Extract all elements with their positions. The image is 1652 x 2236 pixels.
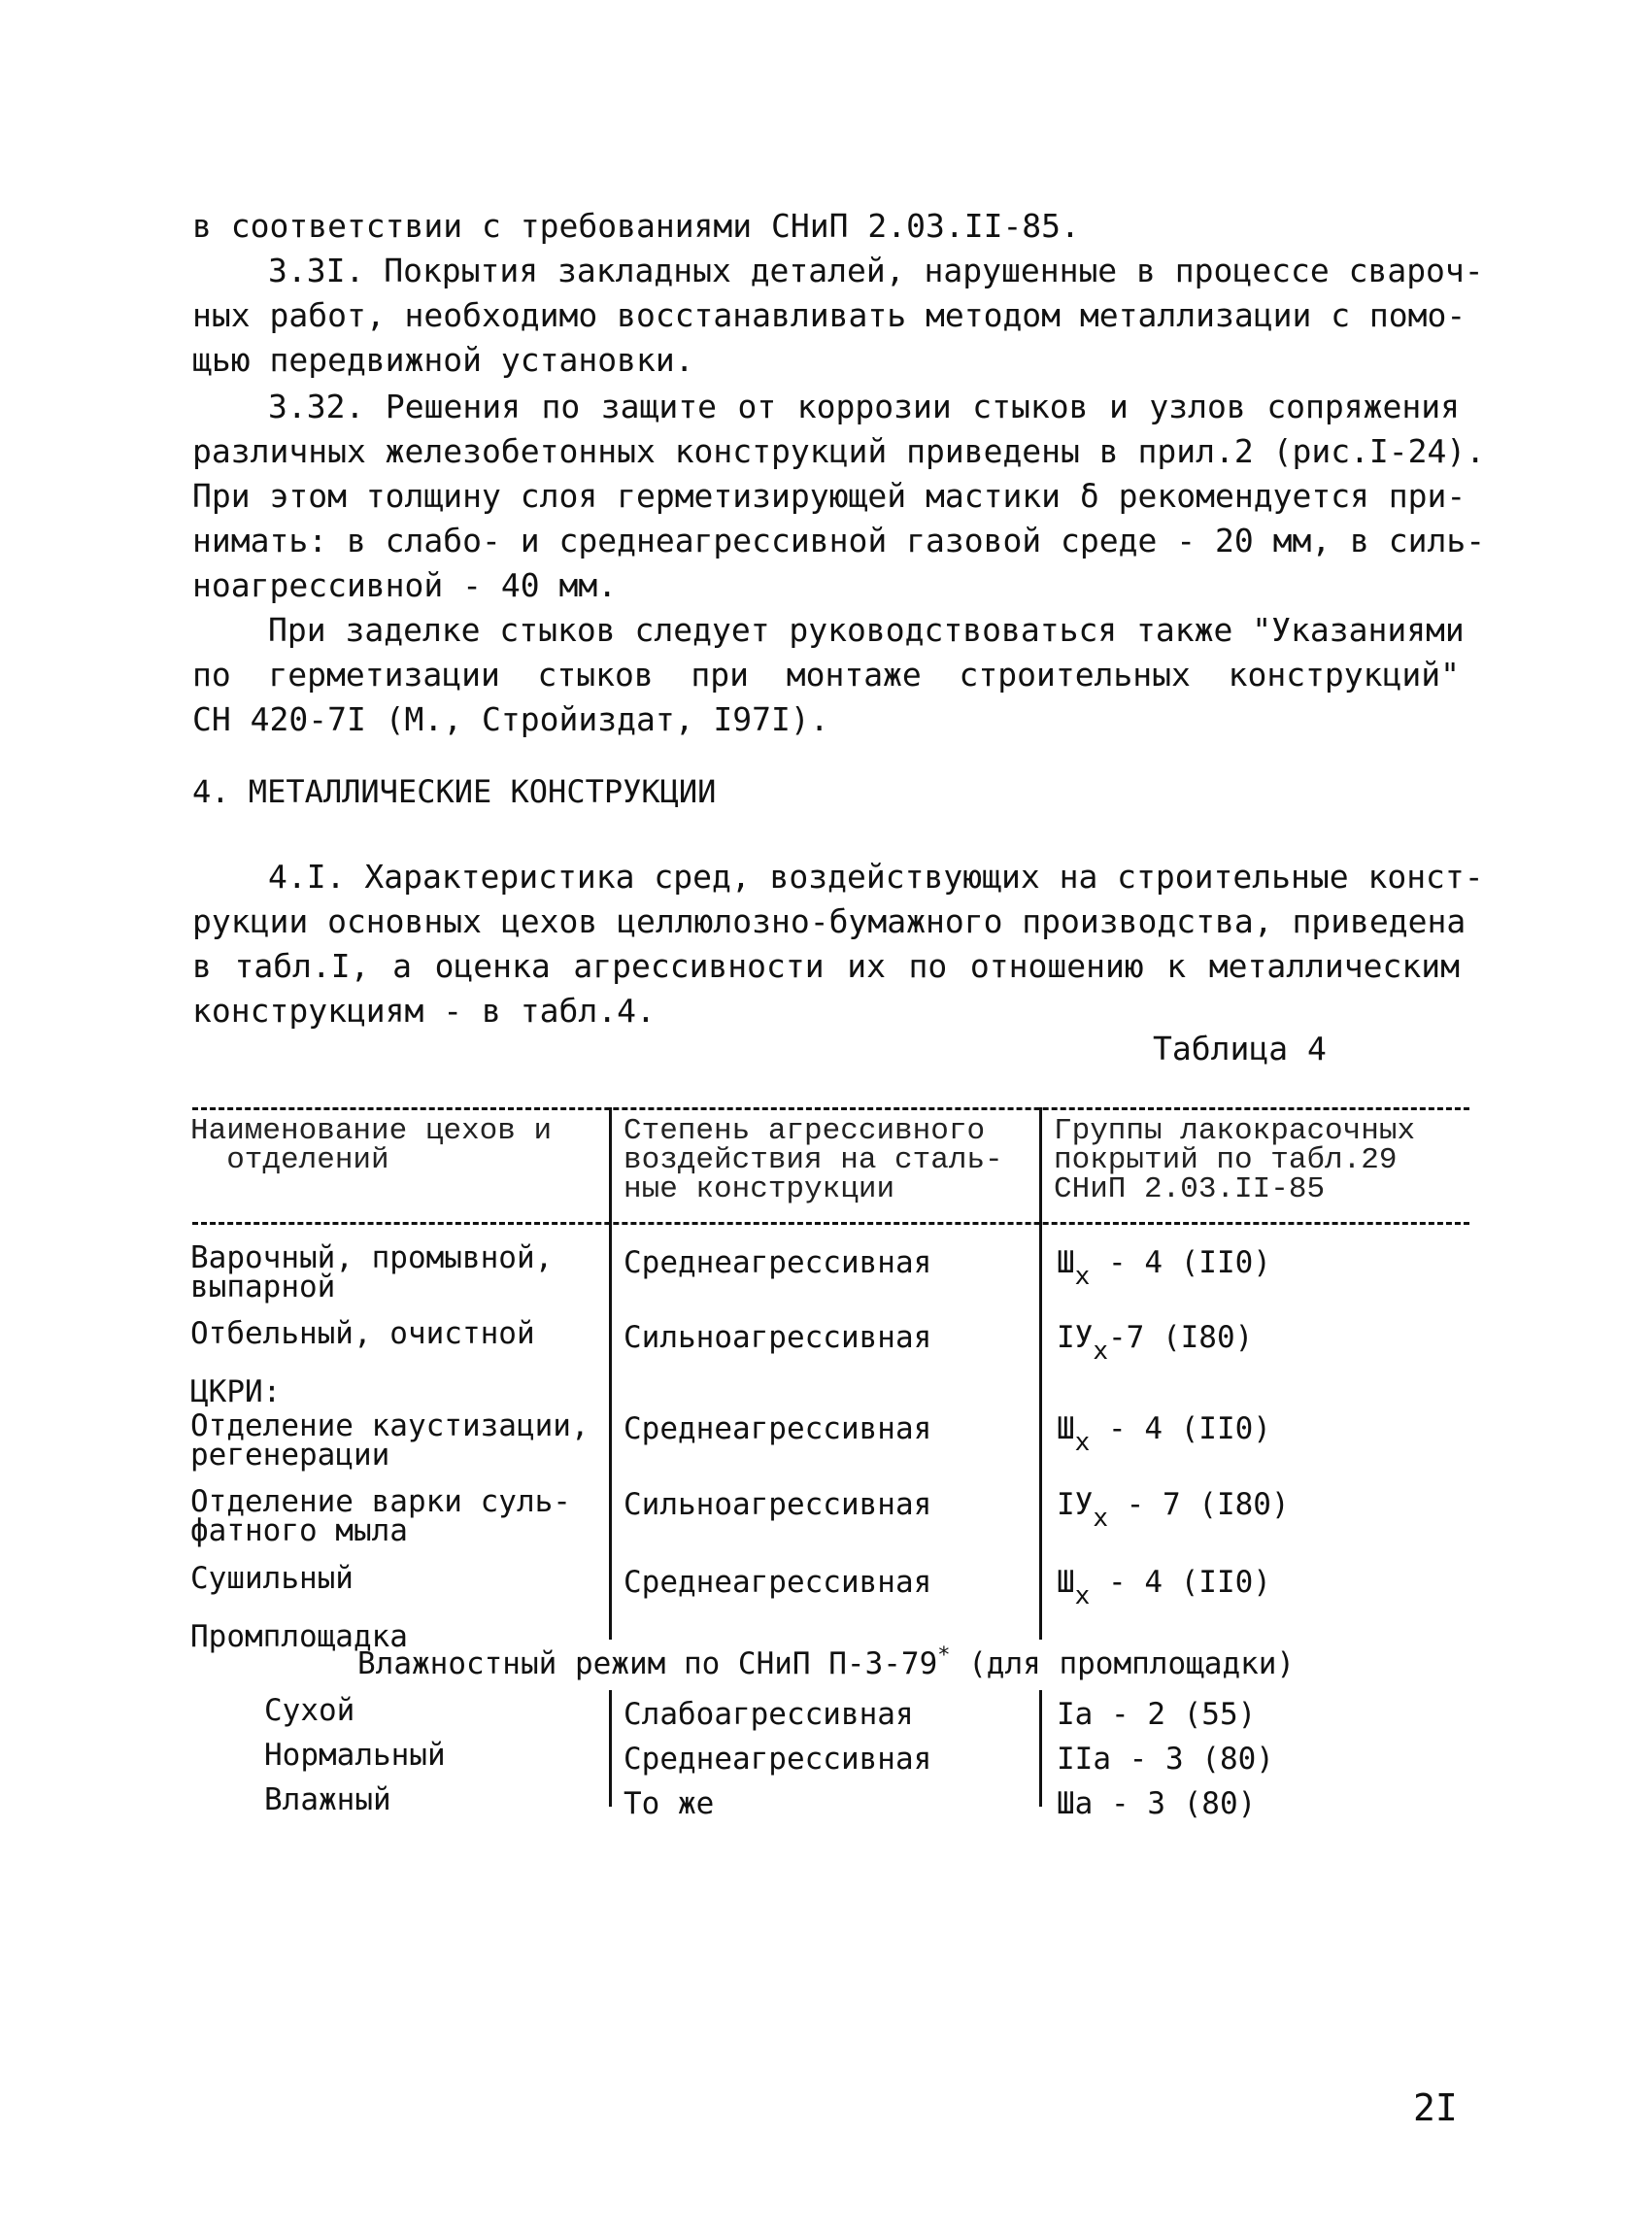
paragraph-continuation bbox=[192, 204, 1455, 249]
column-separator bbox=[609, 1107, 612, 1640]
humidity-degree: То же bbox=[624, 1786, 715, 1821]
row-group: $Ш_х - 4$ (II0) bbox=[1057, 1565, 1271, 1610]
section-heading: 4. МЕТАЛЛИЧЕСКИЕ КОНСТРУКЦИИ bbox=[192, 773, 717, 810]
humidity-degree: Слабоагрессивная bbox=[624, 1697, 914, 1732]
humidity-group: Шa - 3 (80) bbox=[1057, 1786, 1257, 1821]
paragraph-3-31 bbox=[192, 249, 1484, 383]
text-line: конструкциям - в табл.4. bbox=[192, 992, 656, 1030]
text-line: в табл.I, а оценка агрессивности их по отношению к металлическим bbox=[192, 947, 1460, 985]
row-name: Отделение каустизации, регенерации bbox=[190, 1408, 590, 1473]
column-header-degree: Степень агрессивного воздействия на сталь- ные конструкции bbox=[624, 1114, 1003, 1206]
column-separator bbox=[1039, 1690, 1042, 1807]
row-degree: Среднеагрессивная bbox=[624, 1565, 932, 1600]
humidity-subheading: Влажностный режим по СНиП П-3-79* (для промплощадки) bbox=[357, 1643, 1296, 1681]
text-line: При заделке стыков следует руководствоваться также "Указаниями bbox=[268, 611, 1465, 649]
row-name: Отделение варки суль- фатного мыла bbox=[190, 1484, 571, 1548]
paragraph-sealing bbox=[192, 608, 1465, 742]
text-line: 3.32. Решения по защите от коррозии стыков и узлов сопряжения bbox=[268, 388, 1460, 425]
text-line: различных железобетонных конструкций приведены в прил.2 (рис.I-24). bbox=[192, 432, 1486, 470]
column-separator bbox=[609, 1690, 612, 1807]
row-group: $IУ_х-7$ (I80) bbox=[1057, 1320, 1254, 1366]
row-name: Сушильный Промплощадка bbox=[190, 1561, 408, 1654]
text-line: щью передвижной установки. bbox=[192, 341, 694, 379]
text-line: ноагрессивной - 40 мм. bbox=[192, 566, 618, 604]
humidity-mode: Нормальный bbox=[264, 1738, 446, 1773]
row-degree: Сильноагрессивная bbox=[624, 1320, 932, 1355]
row-name: Варочный, промывной, выпарной bbox=[190, 1240, 554, 1304]
text-line: 4.I. Характеристика сред, воздействующих на строительные конст- bbox=[268, 858, 1484, 896]
humidity-mode: Сухой bbox=[264, 1693, 355, 1728]
table-top-rule bbox=[192, 1107, 1469, 1110]
row-group: $IУ_х - 7$ (I80) bbox=[1057, 1487, 1290, 1533]
column-header-group: Группы лакокрасочных покрытий по табл.29 СНиП 2.03.II-85 bbox=[1054, 1114, 1416, 1206]
row-name: Отбельный, очистной ЦКРИ: bbox=[190, 1316, 535, 1409]
table-caption: Таблица 4 bbox=[1153, 1030, 1327, 1067]
column-header-name: Наименование цехов и отделений bbox=[190, 1114, 553, 1177]
row-group: $Ш_х - 4$ (II0) bbox=[1057, 1411, 1271, 1457]
text-line: При этом толщину слоя герметизирующей мастики δ рекомендуется при- bbox=[192, 477, 1467, 515]
humidity-group: Iа - 2 (55) bbox=[1057, 1697, 1257, 1732]
humidity-mode: Влажный bbox=[264, 1782, 391, 1817]
row-degree: Среднеагрессивная bbox=[624, 1411, 932, 1446]
text-line: СН 420-7I (М., Стройиздат, I97I). bbox=[192, 700, 829, 738]
row-degree: Среднеагрессивная bbox=[624, 1245, 932, 1280]
paragraph-3-32 bbox=[192, 385, 1486, 608]
text-line: ных работ, необходимо восстанавливать методом металлизации с помо- bbox=[192, 296, 1467, 334]
text-line: нимать: в слабо- и среднеагрессивной газовой среде - 20 мм, в силь- bbox=[192, 522, 1486, 559]
text-line: рукции основных цехов целлюлозно-бумажного производства, приведена bbox=[192, 902, 1467, 940]
row-group: $Ш_х - 4$ (II0) bbox=[1057, 1245, 1271, 1291]
humidity-group: IIа - 3 (80) bbox=[1057, 1742, 1274, 1777]
text-line: 3.3I. Покрытия закладных деталей, нарушенные в процессе свароч- bbox=[268, 252, 1484, 289]
text-line: по герметизации стыков при монтаже строительных конструкций" bbox=[192, 656, 1460, 694]
table-4 bbox=[185, 1107, 1471, 1846]
column-separator bbox=[1039, 1107, 1042, 1640]
paragraph-4-1 bbox=[192, 855, 1484, 1033]
text-line: в соответствии с требованиями СНиП 2.03.II-85. bbox=[192, 207, 1080, 245]
page-number: 2I bbox=[1413, 2086, 1458, 2129]
row-degree: Сильноагрессивная bbox=[624, 1487, 932, 1522]
humidity-degree: Среднеагрессивная bbox=[624, 1742, 932, 1777]
table-header-rule bbox=[192, 1222, 1469, 1225]
